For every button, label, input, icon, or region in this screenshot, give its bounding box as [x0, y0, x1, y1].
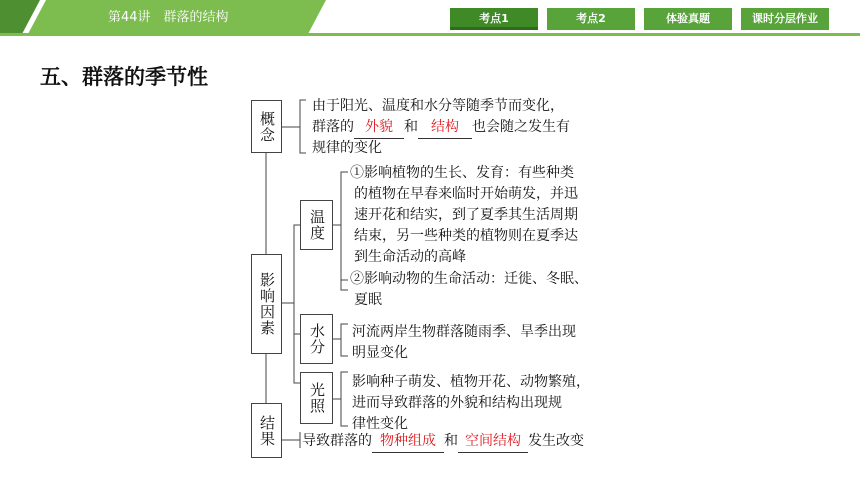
concept-box: 概念: [251, 100, 282, 153]
temperature-point1-line-2: 的植物在早春来临时开始萌发，并迅: [354, 186, 578, 202]
temperature-point1-line-5: 到生命活动的高峰: [354, 249, 466, 265]
light-box: 光照: [300, 372, 333, 424]
water-line-2: 明显变化: [352, 345, 408, 361]
temperature-point1-line-4: 结束，另一些种类的植物则在夏季达: [354, 228, 578, 244]
temperature-point2-line-1: ②影响动物的生命活动：迁徙、冬眠、: [350, 271, 588, 287]
temperature-point1-line-1: ①影响植物的生长、发育：有些种类: [350, 165, 574, 181]
water-line-1: 河流两岸生物群落随雨季、旱季出现: [352, 324, 576, 340]
tab-topic-1[interactable]: 考点1: [450, 8, 538, 30]
result-text-mid: 和: [444, 433, 458, 449]
blank-appearance: 外貌: [354, 117, 404, 139]
concept-line-2: [312, 117, 570, 139]
concept-text-after: 也会随之发生有: [472, 119, 570, 135]
result-text-after: 发生改变: [528, 433, 584, 449]
tab-topic-2[interactable]: 考点2: [547, 8, 635, 30]
concept-text-before: 群落的: [312, 119, 354, 135]
water-box: 水分: [300, 314, 333, 364]
concept-line-3: 规律的变化: [312, 140, 382, 156]
blank-species-composition: 物种组成: [372, 431, 444, 453]
section-title: 五、群落的季节性: [40, 65, 208, 89]
blank-spatial-structure: 空间结构: [458, 431, 528, 453]
result-box: 结果: [251, 403, 282, 458]
concept-text-mid: 和: [404, 119, 418, 135]
concept-line-1: 由于阳光、温度和水分等随季节而变化，: [312, 98, 564, 114]
temperature-point2-line-2: 夏眠: [354, 292, 382, 308]
light-line-3: 律性变化: [352, 416, 408, 432]
temperature-point1-line-3: 速开花和结实，到了夏季其生活周期: [354, 207, 578, 223]
result-text-before: 导致群落的: [302, 433, 372, 449]
blank-structure: 结构: [418, 117, 472, 139]
light-line-2: 进而导致群落的外貌和结构出现规: [352, 395, 562, 411]
tab-real-exam[interactable]: 体验真题: [644, 8, 732, 30]
light-line-1: 影响种子萌发、植物开花、动物繁殖，: [352, 374, 590, 390]
factors-box: 影响因素: [251, 254, 282, 354]
temperature-box: 温度: [300, 200, 333, 250]
result-line: [302, 431, 584, 453]
tab-homework[interactable]: 课时分层作业: [741, 8, 829, 30]
lesson-title: 第44讲 群落的结构: [108, 10, 229, 25]
